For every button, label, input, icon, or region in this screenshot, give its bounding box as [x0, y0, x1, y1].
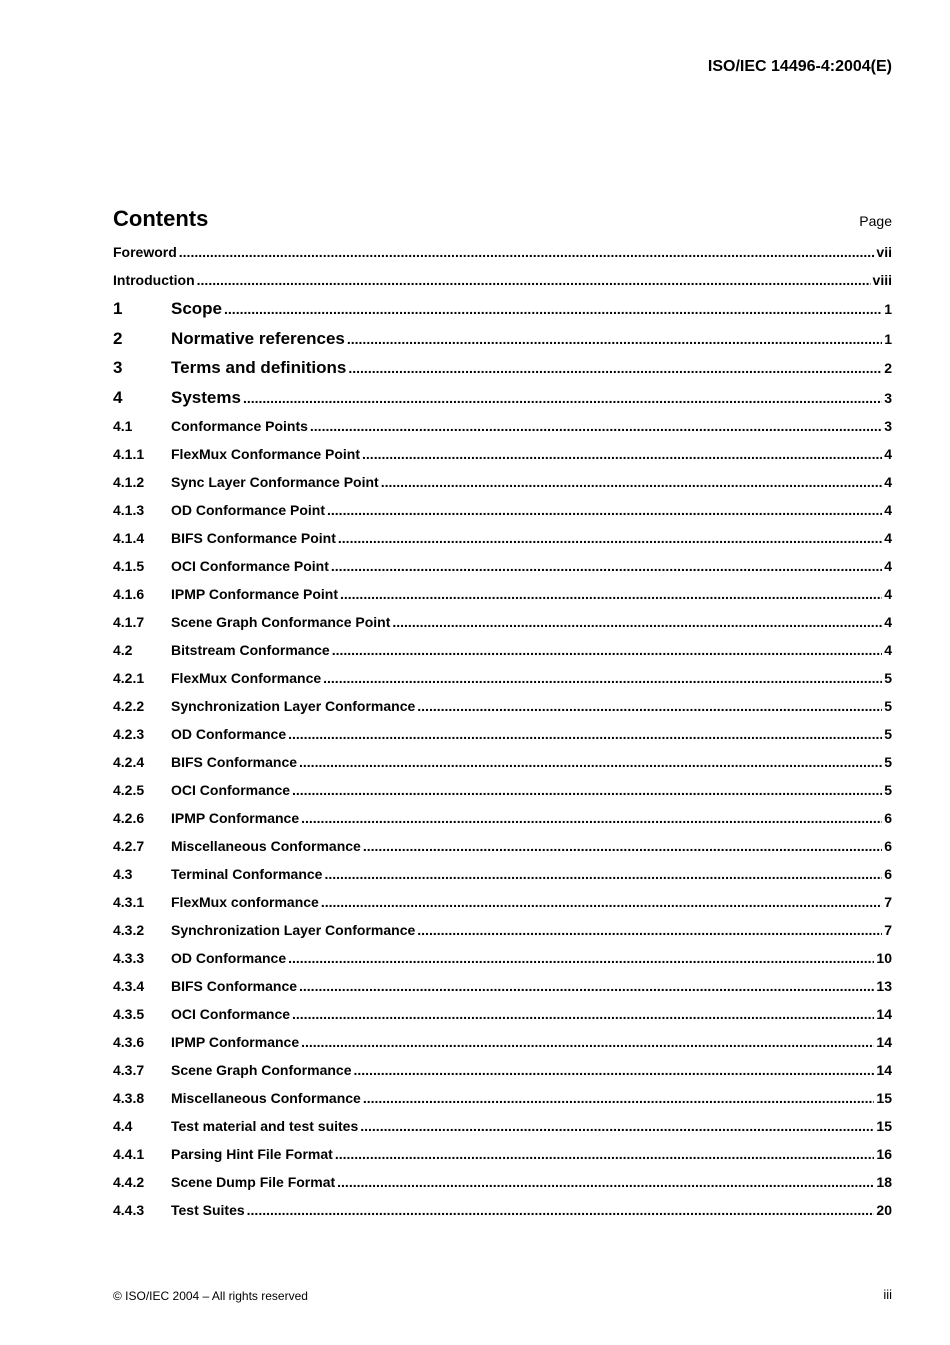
- toc-entry[interactable]: [113, 692, 892, 720]
- toc-entry[interactable]: [113, 238, 892, 266]
- toc-entry-page: 5: [884, 670, 892, 686]
- dot-leader: [224, 295, 882, 325]
- dot-leader: [338, 524, 882, 552]
- dot-leader: [179, 238, 875, 266]
- dot-leader: [363, 1084, 875, 1112]
- toc-entry-number: 4.4.1: [113, 1146, 145, 1162]
- toc-entry-number: 4.1.4: [113, 530, 145, 546]
- toc-entry-page: 15: [876, 1090, 892, 1106]
- toc-entry-page: 7: [884, 894, 892, 910]
- toc-entry-page: 6: [884, 810, 892, 826]
- toc-entry[interactable]: [113, 748, 892, 776]
- toc-entry-number: 4.2.2: [113, 698, 145, 714]
- toc-entry-number: 4.1.1: [113, 446, 145, 462]
- toc-entry[interactable]: [113, 383, 892, 413]
- toc-entry[interactable]: [113, 1056, 892, 1084]
- toc-entry-number: 4.3.1: [113, 894, 145, 910]
- dot-leader: [321, 888, 882, 916]
- toc-entry-page: 6: [884, 838, 892, 854]
- toc-entry-page: 3: [884, 389, 892, 406]
- toc-entry-title: Test Suites: [171, 1202, 245, 1218]
- toc-entry-number: 4.4: [113, 1118, 133, 1134]
- toc-entry[interactable]: [113, 580, 892, 608]
- toc-entry[interactable]: [113, 776, 892, 804]
- toc-entry[interactable]: [113, 944, 892, 972]
- toc-entry-number: 1: [113, 299, 123, 318]
- toc-entry-page: 1: [884, 330, 892, 347]
- dot-leader: [243, 384, 882, 414]
- toc-entry-page: vii: [876, 244, 892, 260]
- toc-entry-title: IPMP Conformance Point: [171, 586, 338, 602]
- toc-entry-number: 4.2.3: [113, 726, 145, 742]
- toc-entry-number: 4.3.8: [113, 1090, 145, 1106]
- table-of-contents: [113, 238, 892, 1224]
- toc-entry[interactable]: [113, 608, 892, 636]
- toc-entry-title: OD Conformance: [171, 950, 287, 966]
- toc-entry-number: 4.4.3: [113, 1202, 145, 1218]
- toc-entry-title: Miscellaneous Conformance: [171, 1090, 361, 1106]
- dot-leader: [360, 1112, 874, 1140]
- toc-entry-number: 4.1: [113, 418, 133, 434]
- dot-leader: [363, 832, 882, 860]
- document-identifier: ISO/IEC 14496-4:2004(E): [707, 58, 892, 75]
- toc-entry[interactable]: [113, 832, 892, 860]
- toc-entry-number: 4.1.2: [113, 474, 145, 490]
- toc-entry[interactable]: [113, 1000, 892, 1028]
- dot-leader: [299, 748, 882, 776]
- toc-entry-number: 2: [113, 328, 123, 348]
- toc-entry-title: IPMP Conformance: [171, 810, 300, 826]
- toc-entry-title: Synchronization Layer Conformance: [171, 922, 416, 938]
- toc-entry-number: 4.2.1: [113, 670, 145, 686]
- toc-entry[interactable]: [113, 440, 892, 468]
- toc-entry-page: 14: [876, 1062, 892, 1078]
- toc-entry-number: 4.1.3: [113, 502, 145, 518]
- toc-entry-page: 18: [876, 1174, 892, 1190]
- toc-entry-title: OCI Conformance Point: [171, 558, 329, 574]
- toc-entry[interactable]: [113, 552, 892, 580]
- toc-entry-page: 4: [884, 502, 892, 518]
- dot-leader: [332, 636, 883, 664]
- toc-entry-title: OCI Conformance: [171, 782, 291, 798]
- toc-entry-number: 4.3: [113, 866, 133, 882]
- toc-entry[interactable]: [113, 524, 892, 552]
- contents-title: Contents: [113, 206, 209, 231]
- toc-entry-title: Sync Layer Conformance Point: [171, 474, 379, 490]
- dot-leader: [331, 552, 882, 580]
- toc-entry-number: 4.3.2: [113, 922, 145, 938]
- toc-entry-page: 5: [884, 726, 892, 742]
- toc-entry-title: Scene Graph Conformance: [171, 1062, 352, 1078]
- toc-entry-page: 5: [884, 782, 892, 798]
- toc-entry[interactable]: [113, 1084, 892, 1112]
- toc-entry-page: 4: [884, 530, 892, 546]
- contents-header: [113, 206, 892, 234]
- dot-leader: [301, 1028, 874, 1056]
- dot-leader: [323, 664, 882, 692]
- toc-entry[interactable]: [113, 1196, 892, 1224]
- toc-entry-number: 4.1.7: [113, 614, 145, 630]
- toc-entry-title: Scene Graph Conformance Point: [171, 614, 391, 630]
- toc-entry[interactable]: [113, 720, 892, 748]
- toc-entry[interactable]: [113, 468, 892, 496]
- dot-leader: [340, 580, 882, 608]
- dot-leader: [288, 944, 874, 972]
- toc-entry-title: Parsing Hint File Format: [171, 1146, 333, 1162]
- dot-leader: [337, 1168, 874, 1196]
- page-number: iii: [883, 1287, 892, 1302]
- toc-entry-number: 4.3.7: [113, 1062, 145, 1078]
- toc-entry[interactable]: [113, 496, 892, 524]
- toc-entry-title: Scene Dump File Format: [171, 1174, 336, 1190]
- dot-leader: [292, 1000, 874, 1028]
- toc-entry[interactable]: [113, 294, 892, 324]
- toc-entry-page: 10: [876, 950, 892, 966]
- toc-entry-title: Terminal Conformance: [171, 866, 323, 882]
- toc-entry[interactable]: [113, 1168, 892, 1196]
- toc-entry-page: 20: [876, 1202, 892, 1218]
- toc-entry-number: 4.1.5: [113, 558, 145, 574]
- toc-entry-number: 4.4.2: [113, 1174, 145, 1190]
- toc-entry[interactable]: [113, 324, 892, 354]
- toc-entry-page: 16: [876, 1146, 892, 1162]
- toc-entry-number: 4.2.4: [113, 754, 145, 770]
- toc-entry-title: BIFS Conformance: [171, 754, 298, 770]
- dot-leader: [299, 972, 874, 1000]
- toc-entry[interactable]: [113, 1112, 892, 1140]
- toc-entry-title: BIFS Conformance Point: [171, 530, 336, 546]
- page-column-label: Page: [859, 213, 892, 229]
- toc-entry-number: 4.1.6: [113, 586, 145, 602]
- toc-entry-title: Miscellaneous Conformance: [171, 838, 361, 854]
- toc-entry-page: 3: [884, 418, 892, 434]
- toc-entry-page: 5: [884, 754, 892, 770]
- toc-entry[interactable]: [113, 353, 892, 383]
- dot-leader: [354, 1056, 875, 1084]
- dot-leader: [347, 325, 882, 355]
- toc-entry-page: 14: [876, 1034, 892, 1050]
- toc-entry-number: 4.2.5: [113, 782, 145, 798]
- toc-entry-title: FlexMux Conformance: [171, 670, 322, 686]
- toc-entry-page: 6: [884, 866, 892, 882]
- toc-entry-title: Test material and test suites: [171, 1118, 359, 1134]
- dot-leader: [310, 412, 882, 440]
- dot-leader: [417, 916, 882, 944]
- dot-leader: [247, 1196, 875, 1224]
- toc-entry-number: 4.2.7: [113, 838, 145, 854]
- toc-entry-page: 7: [884, 922, 892, 938]
- dot-leader: [362, 440, 882, 468]
- toc-entry-title: Terms and definitions: [171, 358, 347, 377]
- toc-entry-page: 5: [884, 698, 892, 714]
- toc-entry-title: OD Conformance Point: [171, 502, 326, 518]
- toc-entry-page: 2: [884, 360, 892, 376]
- toc-entry-number: 4.2.6: [113, 810, 145, 826]
- toc-entry-title: Systems: [171, 387, 241, 407]
- toc-entry[interactable]: [113, 972, 892, 1000]
- dot-leader: [324, 860, 882, 888]
- toc-entry-number: 4.3.3: [113, 950, 145, 966]
- dot-leader: [392, 608, 882, 636]
- toc-entry[interactable]: [113, 860, 892, 888]
- toc-entry[interactable]: [113, 664, 892, 692]
- toc-entry-page: viii: [872, 272, 892, 288]
- toc-entry-page: 4: [884, 446, 892, 462]
- toc-entry-title: FlexMux Conformance Point: [171, 446, 361, 462]
- dot-leader: [288, 720, 882, 748]
- toc-entry[interactable]: [113, 1140, 892, 1168]
- toc-entry-page: 13: [876, 978, 892, 994]
- toc-entry[interactable]: [113, 266, 892, 294]
- toc-entry-title: Bitstream Conformance: [171, 642, 330, 658]
- copyright-notice: © ISO/IEC 2004 – All rights reserved: [113, 1289, 308, 1303]
- toc-entry-number: 4.3.5: [113, 1006, 145, 1022]
- dot-leader: [381, 468, 882, 496]
- toc-entry[interactable]: [113, 916, 892, 944]
- toc-entry-number: 4.3.4: [113, 978, 145, 994]
- toc-entry-number: 4: [113, 387, 123, 407]
- toc-entry[interactable]: [113, 412, 892, 440]
- toc-entry-title: IPMP Conformance: [171, 1034, 300, 1050]
- toc-entry[interactable]: [113, 804, 892, 832]
- toc-entry[interactable]: [113, 636, 892, 664]
- dot-leader: [197, 266, 871, 294]
- dot-leader: [335, 1140, 875, 1168]
- dot-leader: [292, 776, 882, 804]
- toc-entry-page: 4: [884, 558, 892, 574]
- toc-entry-number: 4.2: [113, 642, 133, 658]
- toc-entry[interactable]: [113, 1028, 892, 1056]
- toc-entry-page: 4: [884, 642, 892, 658]
- toc-entry-title: Foreword: [113, 244, 177, 260]
- dot-leader: [301, 804, 882, 832]
- toc-entry-title: Conformance Points: [171, 418, 308, 434]
- toc-entry-title: FlexMux conformance: [171, 894, 319, 910]
- toc-entry-page: 1: [884, 301, 892, 317]
- toc-entry-page: 15: [876, 1118, 892, 1134]
- toc-entry-title: Normative references: [171, 328, 345, 348]
- toc-entry-page: 4: [884, 474, 892, 490]
- toc-entry-page: 4: [884, 614, 892, 630]
- toc-entry-title: OCI Conformance: [171, 1006, 291, 1022]
- toc-entry[interactable]: [113, 888, 892, 916]
- toc-entry-page: 14: [876, 1006, 892, 1022]
- toc-entry-title: OD Conformance: [171, 726, 287, 742]
- toc-entry-title: Synchronization Layer Conformance: [171, 698, 416, 714]
- toc-entry-title: BIFS Conformance: [171, 978, 298, 994]
- toc-entry-page: 4: [884, 586, 892, 602]
- dot-leader: [348, 354, 882, 384]
- toc-entry-title: Introduction: [113, 272, 195, 288]
- toc-entry-number: 3: [113, 358, 123, 377]
- toc-entry-title: Scope: [171, 299, 223, 318]
- toc-entry-number: 4.3.6: [113, 1034, 145, 1050]
- dot-leader: [417, 692, 882, 720]
- dot-leader: [327, 496, 882, 524]
